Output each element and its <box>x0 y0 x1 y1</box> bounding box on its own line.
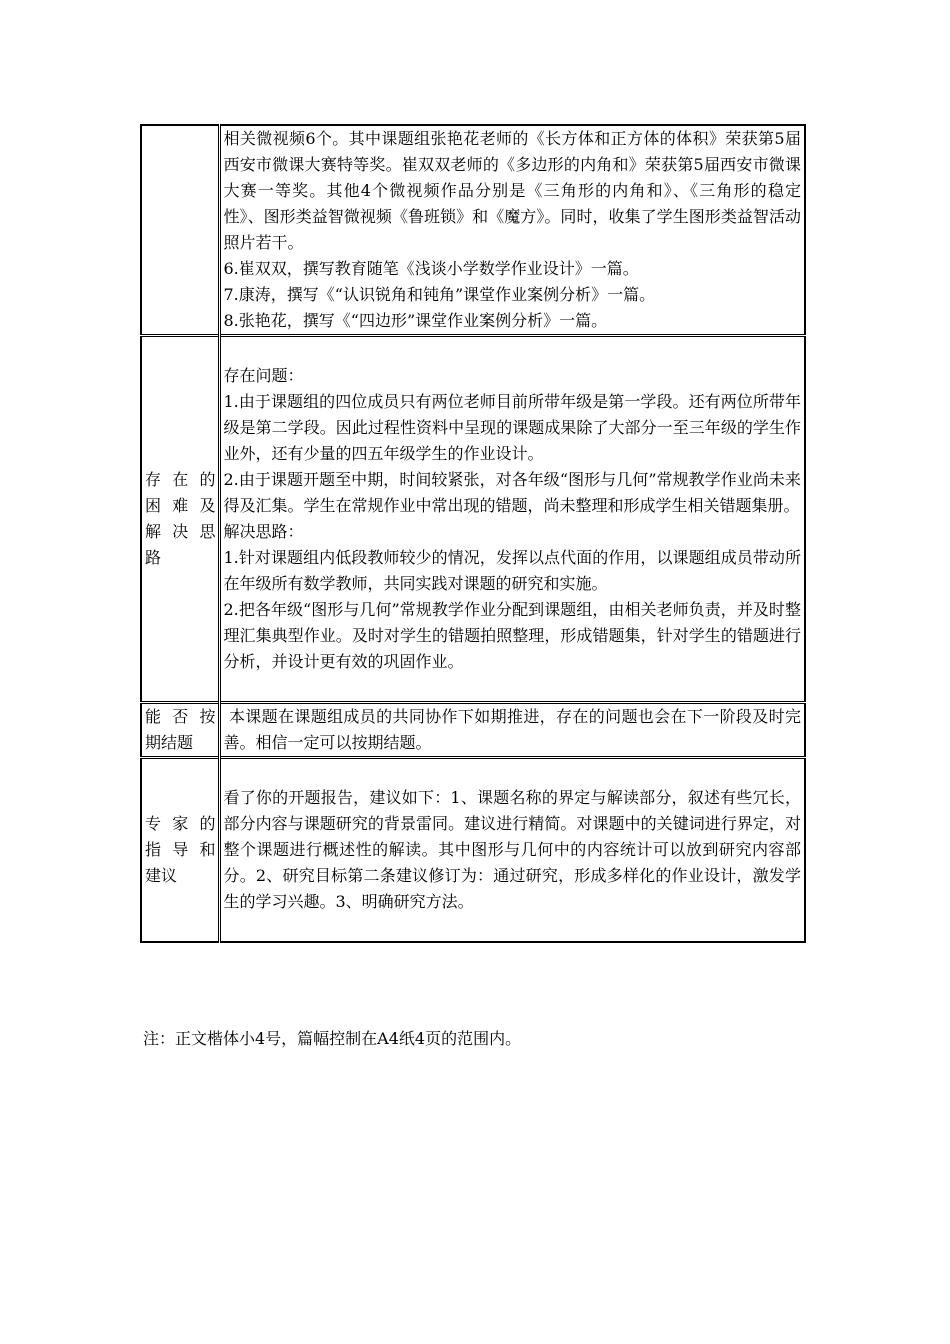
row-label-expert-advice <box>141 758 219 943</box>
paragraph: 2.把各年级“图形与几何”常规教学作业分配到课题组，由相关老师负责，并及时整理汇集典型作业。及时对学生的错题拍照整理，形成错题集，针对学生的错题进行分析，并设计更有效的巩固作业。 <box>223 600 801 671</box>
row-content-difficulties <box>219 336 805 703</box>
paragraph: 相关微视频6个。其中课题组张艳花老师的《长方体和正方体的体积》荣获第5届西安市微课大赛特等奖。崔双双老师的《多边形的内角和》荣获第5届西安市微课大赛一等奖。其他4个微视频作品分别是《三角形的内角和》、《三角形的稳定性》、图形类益智微视频《鲁班锁》和《魔方》。同时，收集了学生图形类益智活动照片若干。 <box>223 129 801 252</box>
paragraph: 8.张艳花，撰写《“四边形”课堂作业案例分析》一篇。 <box>223 311 608 330</box>
label-line: 解决思 <box>145 522 216 541</box>
label-line: 能否按 <box>145 707 216 726</box>
paragraph: 2.由于课题开题至中期，时间较紧张，对各年级“图形与几何”常规教学作业尚未来得及汇集。学生在常规作业中常出现的错题，尚未整理和形成学生相关错题集册。 <box>223 470 801 515</box>
paragraph: 1.由于课题组的四位成员只有两位老师目前所带年级是第一学段。还有两位所带年级是第二学段。因此过程性资料中呈现的课题成果除了大部分一至三年级的学生作业外，还有少量的四五年级学生的作业设计。 <box>223 392 801 463</box>
paragraph: 7.康涛，撰写《“认识锐角和钝角”课堂作业案例分析》一篇。 <box>223 285 656 304</box>
label-line: 建议 <box>145 866 178 885</box>
table-row-achievements <box>141 125 805 336</box>
footnote: 注：正文楷体小4号，篇幅控制在A4纸4页的范围内。 <box>143 1029 522 1048</box>
label-line: 专家的 <box>145 814 216 833</box>
report-table <box>140 124 806 943</box>
paragraph: 存在问题： <box>223 366 304 385</box>
row-content-expert-advice <box>219 758 805 943</box>
paragraph: 解决思路： <box>223 522 304 541</box>
table-row-completion <box>141 703 805 758</box>
row-label-completion <box>141 703 219 758</box>
label-line: 存在的 <box>145 470 216 489</box>
row-label-difficulties <box>141 336 219 703</box>
label-line: 指导和 <box>145 840 216 859</box>
row-content-completion <box>219 703 805 758</box>
paragraph: 本课题在课题组成员的共同协作下如期推进，存在的问题也会在下一阶段及时完善。相信一定可以按期结题。 <box>223 707 801 752</box>
row-content-achievements <box>219 125 805 336</box>
table-row-expert-advice <box>141 758 805 943</box>
label-line: 困难及 <box>145 496 216 515</box>
paragraph: 看了你的开题报告，建议如下：1、课题名称的界定与解读部分，叙述有些冗长，部分内容与课题研究的背景雷同。建议进行精简。对课题中的关键词进行界定，对整个课题进行概述性的解读。其中图形与几何中的内容统计可以放到研究内容部分。2、研究目标第二条建议修订为：通过研究，形成多样化的作业设计，激发学生的学习兴趣。3、明确研究方法。 <box>223 788 801 911</box>
row-label-empty <box>141 125 219 336</box>
label-line: 路 <box>145 548 162 567</box>
paragraph: 1.针对课题组内低段教师较少的情况，发挥以点代面的作用，以课题组成员带动所在年级所有数学教师，共同实践对课题的研究和实施。 <box>223 548 801 593</box>
table-row-difficulties <box>141 336 805 703</box>
paragraph: 6.崔双双，撰写教育随笔《浅谈小学数学作业设计》一篇。 <box>223 259 639 278</box>
label-line: 期结题 <box>145 733 194 752</box>
